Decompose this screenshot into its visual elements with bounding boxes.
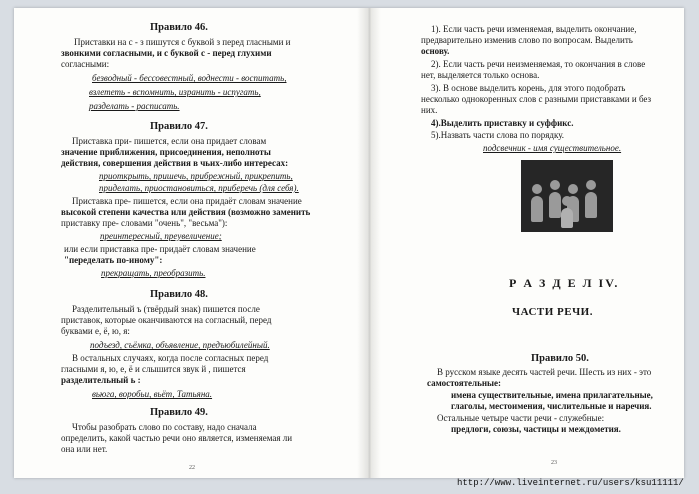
book-gutter xyxy=(357,8,381,478)
rule48-line: разделительный ь : xyxy=(61,375,141,385)
rule49-line: определить, какой частью речи оно является, изменяемая ли xyxy=(61,433,293,443)
step-line: 1). Если часть речи изменяемая, выделить окончание, xyxy=(431,24,637,34)
rule47-line: Приставка при- пишется, если она придает словам xyxy=(72,136,267,146)
step-line: 5).Назвать части слова по порядку. xyxy=(431,130,565,140)
step-line: 2). Если часть речи неизменяемая, то окончания в слове xyxy=(431,59,646,69)
step-line: несколько однокоренных слов с разными приставками и без xyxy=(421,94,652,104)
right-page xyxy=(381,8,684,478)
step-line: предварительно изменив слово по вопросам. Выделить xyxy=(421,35,633,45)
rule50-bold-line: глаголы, местоимения, числительные и наречия. xyxy=(451,401,652,411)
rule47-line: "переделать по-иному": xyxy=(64,255,163,265)
rule49-line: Чтобы разобрать слово по составу, надо сначала xyxy=(72,422,257,432)
book-spread xyxy=(14,8,684,478)
rule48-line: В остальных случаях, когда после согласных перед xyxy=(72,353,269,363)
rule46-line: согласными: xyxy=(61,59,110,69)
rule48-example: вьюга, воробьи, вьёт, Татьяна. xyxy=(92,389,213,399)
rule47-line: высокой степени качества или действия (возможно заменить xyxy=(61,207,311,217)
rule46-line: Приставки на с - з пишутся с буквой з перед гласными и xyxy=(74,37,291,47)
step-line: 4).Выделить приставку и суффикс. xyxy=(431,118,574,128)
rule49-title: Правило 49. xyxy=(150,407,208,418)
rule47-line: или если приставка пре- придаёт словам значение xyxy=(64,244,256,254)
section-heading: Р А З Д Е Л IV. xyxy=(509,276,620,290)
watermark-url: http://www.liveinternet.ru/users/ksu11111/ xyxy=(457,478,684,488)
rule46-line: звонкими согласными, и с буквой с - перед глухими xyxy=(61,48,272,58)
rule46-title: Правило 46. xyxy=(150,22,208,33)
rule48-line: Разделительный ъ (твёрдый знак) пишется после xyxy=(72,304,260,314)
step-line: них. xyxy=(421,105,438,115)
rule47-title: Правило 47. xyxy=(150,121,208,132)
rule47-line: значение приближения, присоединения, неполноты xyxy=(61,147,271,157)
rule50-line: Остальные четыре части речи - служебные: xyxy=(437,413,605,423)
rule47-example: приоткрыть, пришечь, прибрежный, прикрепить, xyxy=(99,171,293,181)
rule47-line: приставку пре- словами "очень", "весьма"): xyxy=(61,218,228,228)
rule48-title: Правило 48. xyxy=(150,289,208,300)
step-line: 3). В основе выделить корень, для этого подобрать xyxy=(431,83,626,93)
rule48-line: буквами е, ё, ю, я: xyxy=(61,326,130,336)
rule50-bold-line: предлоги, союзы, частицы и междометия. xyxy=(451,424,621,434)
rule50-title: Правило 50. xyxy=(531,353,589,364)
rule50-line: самостоятельные: xyxy=(427,378,502,388)
group-illustration xyxy=(521,160,613,232)
rule48-example: подъезд, съёмка, объявление, предъюбилейный. xyxy=(90,340,270,350)
rule50-line: В русском языке десять частей речи. Шесть из них - это xyxy=(437,367,652,377)
rule50-bold-line: имена существительные, имена прилагательные, xyxy=(451,390,653,400)
section-title: ЧАСТИ РЕЧИ. xyxy=(512,306,593,318)
right-page-number: 23 xyxy=(551,460,557,466)
rule48-line: гласными я, ю, е, ё и слышится звук й , пишется xyxy=(61,364,246,374)
left-page xyxy=(14,8,357,478)
rule47-example: приделать, приостановиться, приберечь (для себя). xyxy=(99,183,299,193)
rule47-example: преинтересный, преувеличение; xyxy=(100,231,222,241)
parsing-example: подсвечник - имя существительное. xyxy=(483,143,622,153)
rule46-example: безводный - бессовестный, воднести - воспитать, xyxy=(92,73,287,83)
rule46-example: взлететь - вспомнить, изранить - испугать, xyxy=(89,87,261,97)
step-line: нет, выделяется только основа. xyxy=(421,70,540,80)
rule48-line: приставок, которые оканчиваются на согласный, перед xyxy=(61,315,272,325)
rule49-line: она или нет. xyxy=(61,444,108,454)
step-line: основу. xyxy=(421,46,450,56)
left-page-number: 22 xyxy=(189,465,195,471)
rule47-line: Приставка пре- пишется, если она придаёт словам значение xyxy=(72,196,302,206)
rule47-example: прекращать, преобразить. xyxy=(101,268,206,278)
rule46-example: разделать - расписать. xyxy=(89,101,180,111)
rule47-line: действия, совершения действия в чьих-либо интересах: xyxy=(61,158,289,168)
